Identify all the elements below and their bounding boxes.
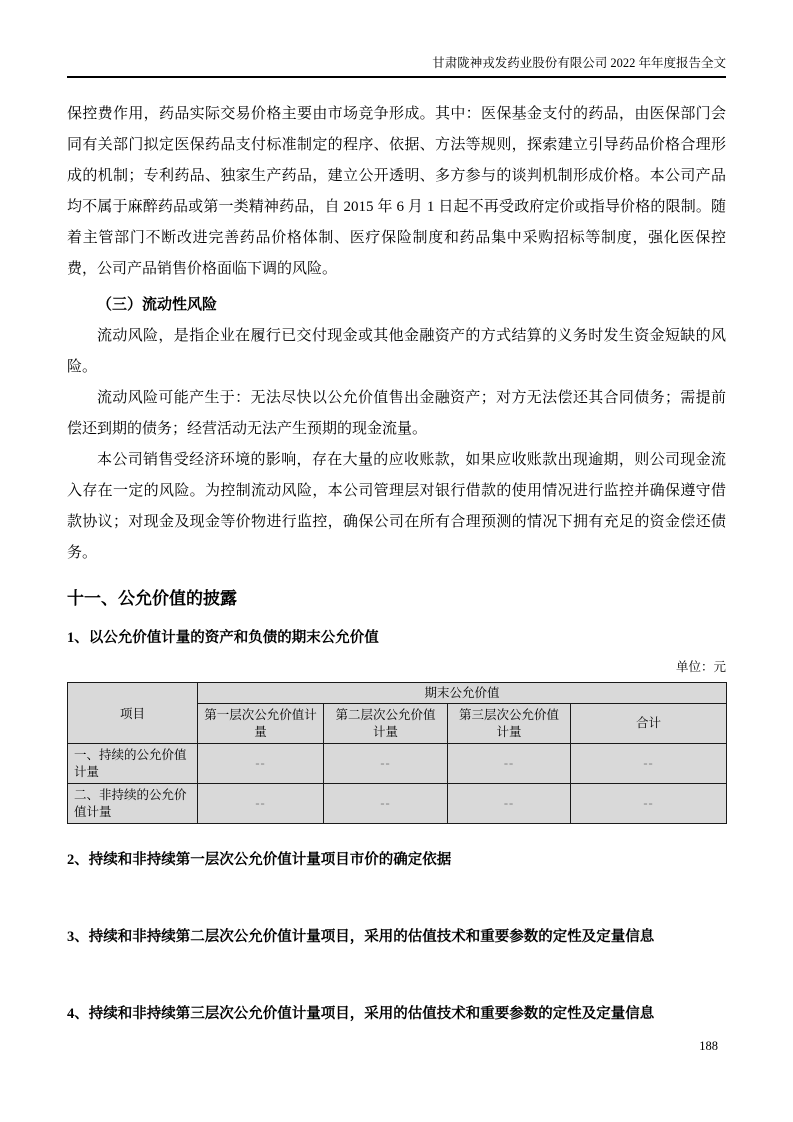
cell-value: -- <box>571 744 727 784</box>
table-row <box>68 744 727 784</box>
section-heading-liquidity-risk: （三）流动性风险 <box>97 297 218 313</box>
unit-label: 单位：元 <box>675 660 726 674</box>
table-header-item: 项目 <box>68 683 198 744</box>
sub-heading-2: 2、持续和非持续第一层次公允价值计量项目市价的确定依据 <box>67 852 452 868</box>
cell-value: -- <box>571 784 727 824</box>
cell-value: -- <box>324 784 448 824</box>
sub-heading-1: 1、以公允价值计量的资产和负债的期末公允价值 <box>67 630 379 646</box>
table-header-level3: 第三层次公允价值计量 <box>448 704 571 744</box>
cell-value: -- <box>198 784 324 824</box>
body-paragraph: 本公司销售受经济环境的影响，存在大量的应收账款，如果应收账款出现逾期，则公司现金流入存在一定的风险。为控制流动风险，本公司管理层对银行借款的使用情况进行监控并确保遵守借款协议；对现金及现金等价物进行监控，确保公司在所有合理预测的情况下拥有充足的资金偿还债务。 <box>67 452 726 561</box>
table-header-level2: 第二层次公允价值计量 <box>324 704 448 744</box>
report-header <box>67 55 726 78</box>
chapter-heading-fair-value-disclosure: 十一、公允价值的披露 <box>67 589 237 608</box>
page-number: 188 <box>699 1039 718 1053</box>
cell-value: -- <box>324 744 448 784</box>
cell-value: -- <box>448 784 571 824</box>
table-group-header-row <box>68 683 727 704</box>
fair-value-table <box>67 682 727 824</box>
row-label-non-continuous: 二、非持续的公允价值计量 <box>68 784 198 824</box>
row-label-continuous: 一、持续的公允价值计量 <box>68 744 198 784</box>
sub-heading-4: 4、持续和非持续第三层次公允价值计量项目，采用的估值技术和重要参数的定性及定量信息 <box>67 1006 655 1022</box>
cell-value: -- <box>198 744 324 784</box>
report-header-title: 甘肃陇神戎发药业股份有限公司 2022 年年度报告全文 <box>432 56 726 70</box>
table-row <box>68 784 727 824</box>
sub-heading-3: 3、持续和非持续第二层次公允价值计量项目，采用的估值技术和重要参数的定性及定量信息 <box>67 929 655 945</box>
cell-value: -- <box>448 744 571 784</box>
table-header-group: 期末公允价值 <box>198 683 727 704</box>
table-header-level1: 第一层次公允价值计量 <box>198 704 324 744</box>
body-paragraph: 流动风险可能产生于：无法尽快以公允价值售出金融资产；对方无法偿还其合同债务；需提前偿还到期的债务；经营活动无法产生预期的现金流量。 <box>67 390 726 437</box>
table-header-total: 合计 <box>571 704 727 744</box>
body-paragraph: 保控费作用，药品实际交易价格主要由市场竞争形成。其中：医保基金支付的药品，由医保部门会同有关部门拟定医保药品支付标准制定的程序、依据、方法等规则，探索建立引导药品价格合理形成的机制；专利药品、独家生产药品，建立公开透明、多方参与的谈判机制形成价格。本公司产品均不属于麻醉药品或第一类精神药品，自 2015 年 6 月 1 日起不再受政府定价或指导价格的限制。随着主管部门不断改进完善药品价格体制、医疗保险制度和药品集中采购招标等制度，强化医保控费，公司产品销售价格面临下调的风险。 <box>67 106 726 277</box>
body-paragraph: 流动风险，是指企业在履行已交付现金或其他金融资产的方式结算的义务时发生资金短缺的风险。 <box>67 328 726 375</box>
